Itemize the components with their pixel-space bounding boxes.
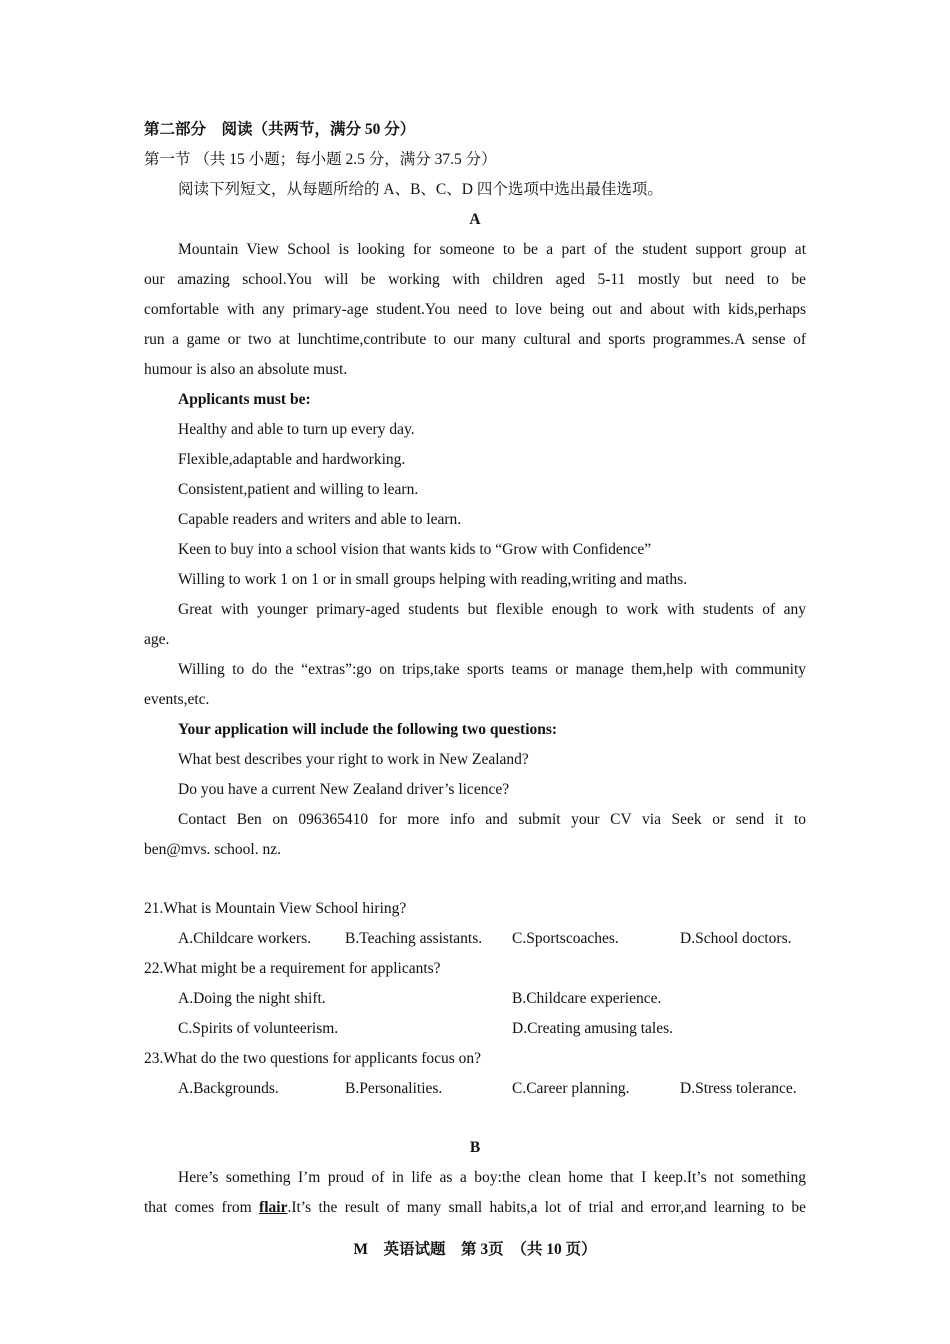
option-c: C.Sportscoaches. [512,930,619,947]
requirement-item: Great with younger primary-aged students but flexible enough to work with students of any [178,601,806,618]
option-b: B.Personalities. [345,1080,443,1097]
passage-b-line: Here’s something I’m proud of in life as a boy:the clean home that I keep.It’s not something [178,1169,806,1186]
requirements-heading: Applicants must be: [178,391,311,408]
option-a: A.Doing the night shift. [178,990,326,1007]
application-question: What best describes your right to work in New Zealand? [178,751,529,768]
passage-a-line: run a game or two at lunchtime,contribute to our many cultural and sports programmes.A sense of [144,331,806,348]
application-question: Do you have a current New Zealand driver’s licence? [178,781,510,798]
requirement-item: Flexible,adaptable and hardworking. [178,451,406,468]
requirement-item: Capable readers and writers and able to learn. [178,511,462,528]
option-d: D.Stress tolerance. [680,1080,797,1097]
option-a: A.Childcare workers. [178,930,311,947]
requirement-item: Consistent,patient and willing to learn. [178,481,419,498]
contact-line: Contact Ben on 096365410 for more info and submit your CV via Seek or send it to [178,811,806,828]
instruction: 阅读下列短文，从每题所给的 A、B、C、D 四个选项中选出最佳选项。 [178,181,663,198]
contact-email: ben@mvs. school. nz. [144,841,281,858]
requirement-item-continued: events,etc. [144,691,210,708]
passage-a-line: comfortable with any primary-age student.You need to love being out and about with kids,perhaps [144,301,806,318]
requirement-item: Willing to work 1 on 1 or in small groups helping with reading,writing and maths. [178,571,688,588]
option-c: C.Career planning. [512,1080,630,1097]
passage-b-line [144,1198,806,1218]
application-questions-heading: Your application will include the following two questions: [178,721,558,738]
section-heading: 第一节 （共 15 小题；每小题 2.5 分，满分 37.5 分） [144,151,497,168]
question-stem: 23.What do the two questions for applicants focus on? [144,1050,482,1067]
option-b: B.Teaching assistants. [345,930,483,947]
page-footer: M 英语试题 第 3页 （共 10 页） [353,1241,597,1258]
question-stem: 22.What might be a requirement for applicants? [144,960,441,977]
passage-b-text: that comes from [144,1199,260,1216]
option-d: D.Creating amusing tales. [512,1020,673,1037]
passage-a-line: humour is also an absolute must. [144,361,348,378]
requirement-item-continued: age. [144,631,170,648]
part-heading: 第二部分 阅读（共两节，满分 50 分） [144,121,416,138]
option-a: A.Backgrounds. [178,1080,279,1097]
question-stem: 21.What is Mountain View School hiring? [144,900,407,917]
passage-b-letter: B [469,1139,481,1156]
passage-b-text: .It’s the result of many small habits,a lot of trial and error,and learning to be [287,1199,807,1216]
option-c: C.Spirits of volunteerism. [178,1020,339,1037]
passage-a-letter: A [469,211,481,228]
option-d: D.School doctors. [680,930,792,947]
requirement-item: Willing to do the “extras”:go on trips,take sports teams or manage them,help with community [178,661,806,678]
passage-a-line: our amazing school.You will be working with children aged 5-11 mostly but need to be [144,271,806,288]
underlined-word: flair [259,1199,288,1216]
requirement-item: Keen to buy into a school vision that wants kids to “Grow with Confidence” [178,541,652,558]
requirement-item: Healthy and able to turn up every day. [178,421,415,438]
option-b: B.Childcare experience. [512,990,662,1007]
passage-a-line: Mountain View School is looking for someone to be a part of the student support group at [178,241,806,258]
